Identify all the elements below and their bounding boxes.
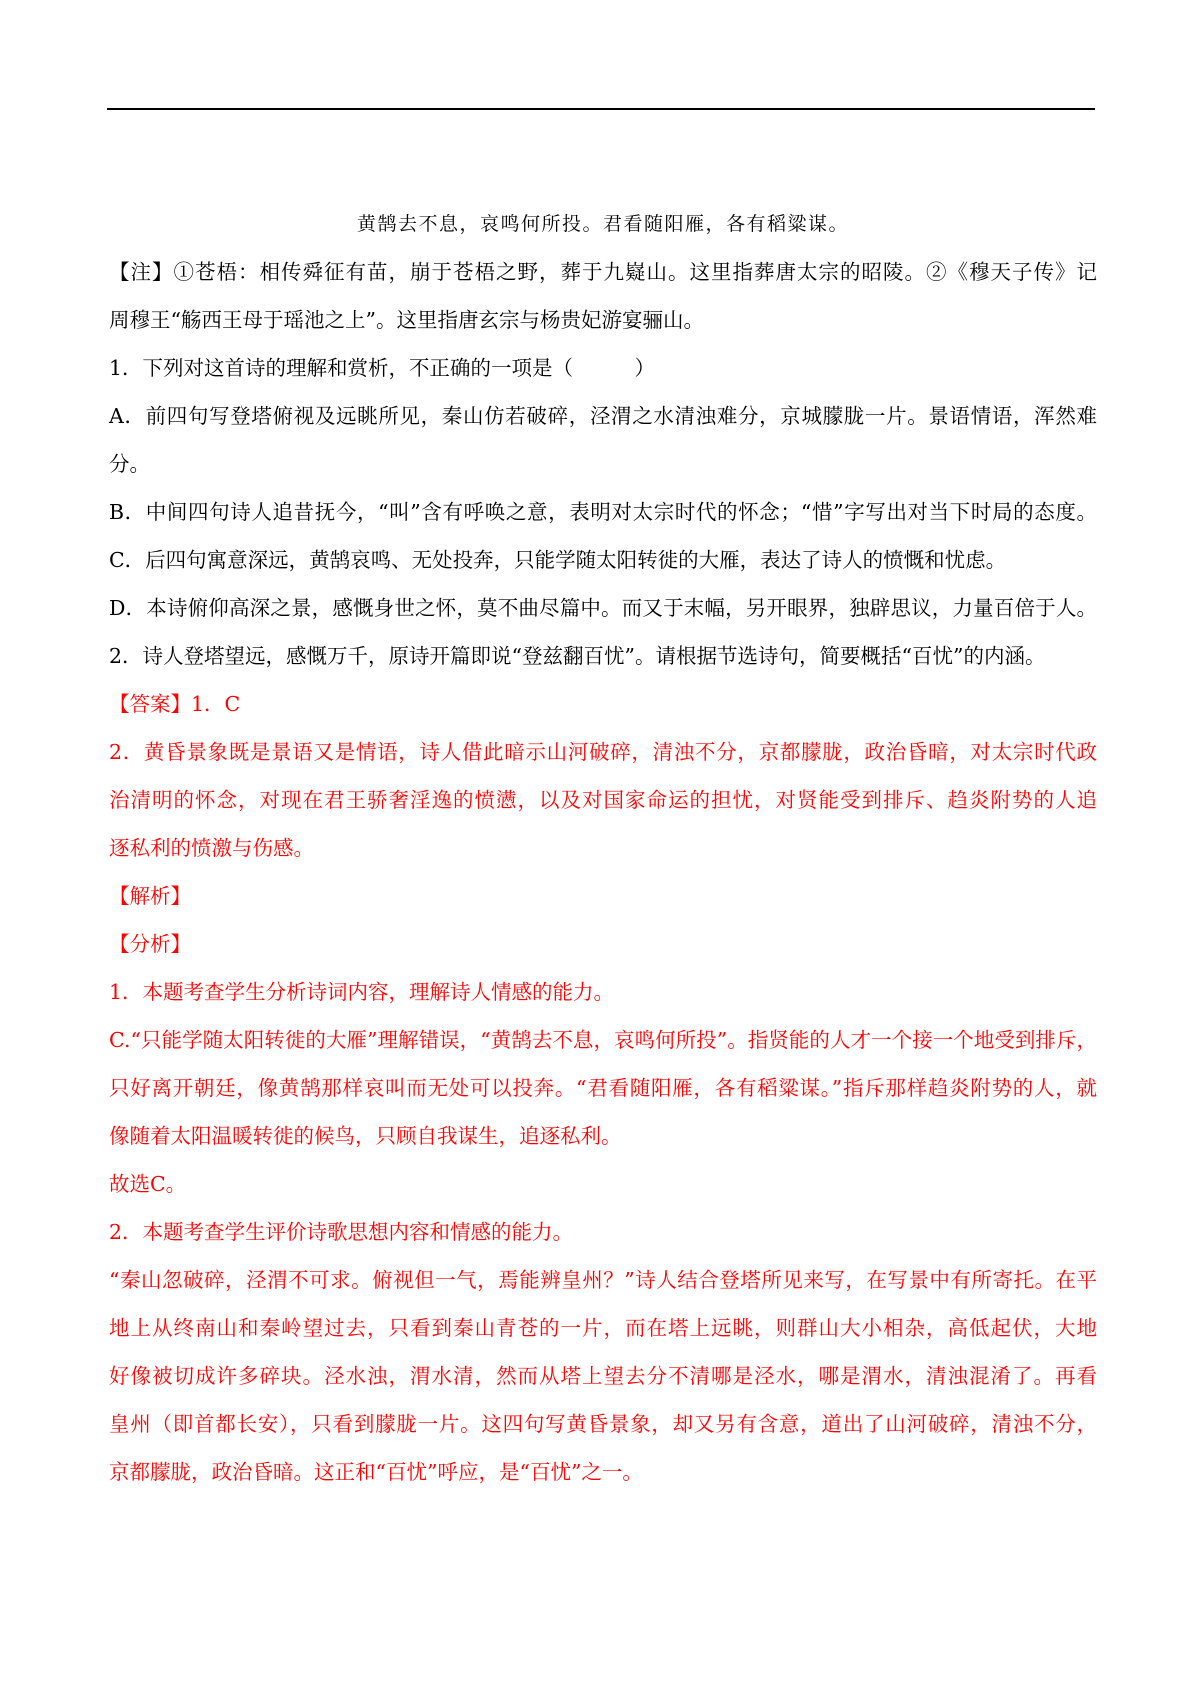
option-a-line-1: A．前四句写登塔俯视及远眺所见，秦山仿若破碎，泾渭之水清浊难分，京城朦胧一片。景语情语，浑然难 (109, 404, 1097, 428)
analysis-q1-line-1: C.“只能学随太阳转徙的大雁”理解错误，“黄鹄去不息，哀鸣何所投”。指贤能的人才一个接一个地受到排斥， (109, 1028, 1097, 1052)
question-1-stem: 1．下列对这首诗的理解和赏析，不正确的一项是（ ） (109, 356, 656, 380)
note-line-2: 周穆王“觞西王母于瑶池之上”。这里指唐玄宗与杨贵妃游宴骊山。 (109, 308, 704, 332)
analysis-q1-choice: 故选C。 (109, 1172, 187, 1196)
answer-2-line-3: 逐私利的愤激与伤感。 (109, 836, 314, 860)
analysis-q2-line-3: 好像被切成许多碎块。泾水浊，渭水清，然而从塔上望去分不清哪是泾水，哪是渭水，清浊混淆了。再看 (109, 1364, 1097, 1388)
analysis-q2-line-1: “秦山忽破碎，泾渭不可求。俯视但一气，焉能辨皇州？”诗人结合登塔所见来写，在写景中有所寄托。在平 (109, 1268, 1097, 1292)
analysis-q1-line-2: 只好离开朝廷，像黄鹄那样哀叫而无处可以投奔。“君看随阳雁，各有稻粱谋。”指斥那样趋炎附势的人，就 (109, 1076, 1097, 1100)
option-b: B．中间四句诗人追昔抚今，“叫”含有呼唤之意，表明对太宗时代的怀念；“惜”字写出对当下时局的态度。 (109, 500, 1097, 524)
note-line-1: 【注】①苍梧：相传舜征有苗，崩于苍梧之野，葬于九嶷山。这里指葬唐太宗的昭陵。②《穆天子传》记 (109, 260, 1097, 284)
option-c: C．后四句寓意深远，黄鹄哀鸣、无处投奔，只能学随太阳转徙的大雁，表达了诗人的愤慨和忧虑。 (109, 548, 1007, 572)
question-2-stem: 2．诗人登塔望远，感慨万千，原诗开篇即说“登兹翻百忧”。请根据节选诗句，简要概括“百忧”的内涵。 (109, 644, 1046, 668)
fenxi-label: 【分析】 (109, 932, 191, 956)
poem-line: 黄鹄去不息，哀鸣何所投。君看随阳雁，各有稻粱谋。 (356, 213, 849, 235)
jiexi-label: 【解析】 (109, 884, 191, 908)
analysis-q2-line-5: 京都朦胧，政治昏暗。这正和“百忧”呼应，是“百忧”之一。 (109, 1460, 643, 1484)
answer-2-line-1: 2．黄昏景象既是景语又是情语，诗人借此暗示山河破碎，清浊不分，京都朦胧，政治昏暗，对太宗时代政 (109, 740, 1097, 764)
header-rule (107, 108, 1095, 110)
answer-2-line-2: 治清明的怀念，对现在君王骄奢淫逸的愤懑，以及对国家命运的担忧，对贤能受到排斥、趋炎附势的人追 (109, 788, 1097, 812)
analysis-q1-intro: 1．本题考查学生分析诗词内容，理解诗人情感的能力。 (109, 980, 615, 1004)
answer-label: 【答案】1．C (109, 692, 241, 716)
analysis-q2-intro: 2．本题考查学生评价诗歌思想内容和情感的能力。 (109, 1220, 574, 1244)
analysis-q1-line-3: 像随着太阳温暖转徙的候鸟，只顾自我谋生，追逐私利。 (109, 1124, 622, 1148)
option-d: D．本诗俯仰高深之景，感慨身世之怀，莫不曲尽篇中。而又于末幅，另开眼界，独辟思议，力量百倍于人。 (109, 596, 1097, 620)
document-body (109, 200, 1097, 1496)
analysis-q2-line-2: 地上从终南山和秦岭望过去，只看到秦山青苍的一片，而在塔上远眺，则群山大小相杂，高低起伏，大地 (109, 1316, 1097, 1340)
option-a-line-2: 分。 (109, 452, 150, 476)
analysis-q2-line-4: 皇州（即首都长安），只看到朦胧一片。这四句写黄昏景象，却又另有含意，道出了山河破碎，清浊不分， (109, 1412, 1097, 1436)
